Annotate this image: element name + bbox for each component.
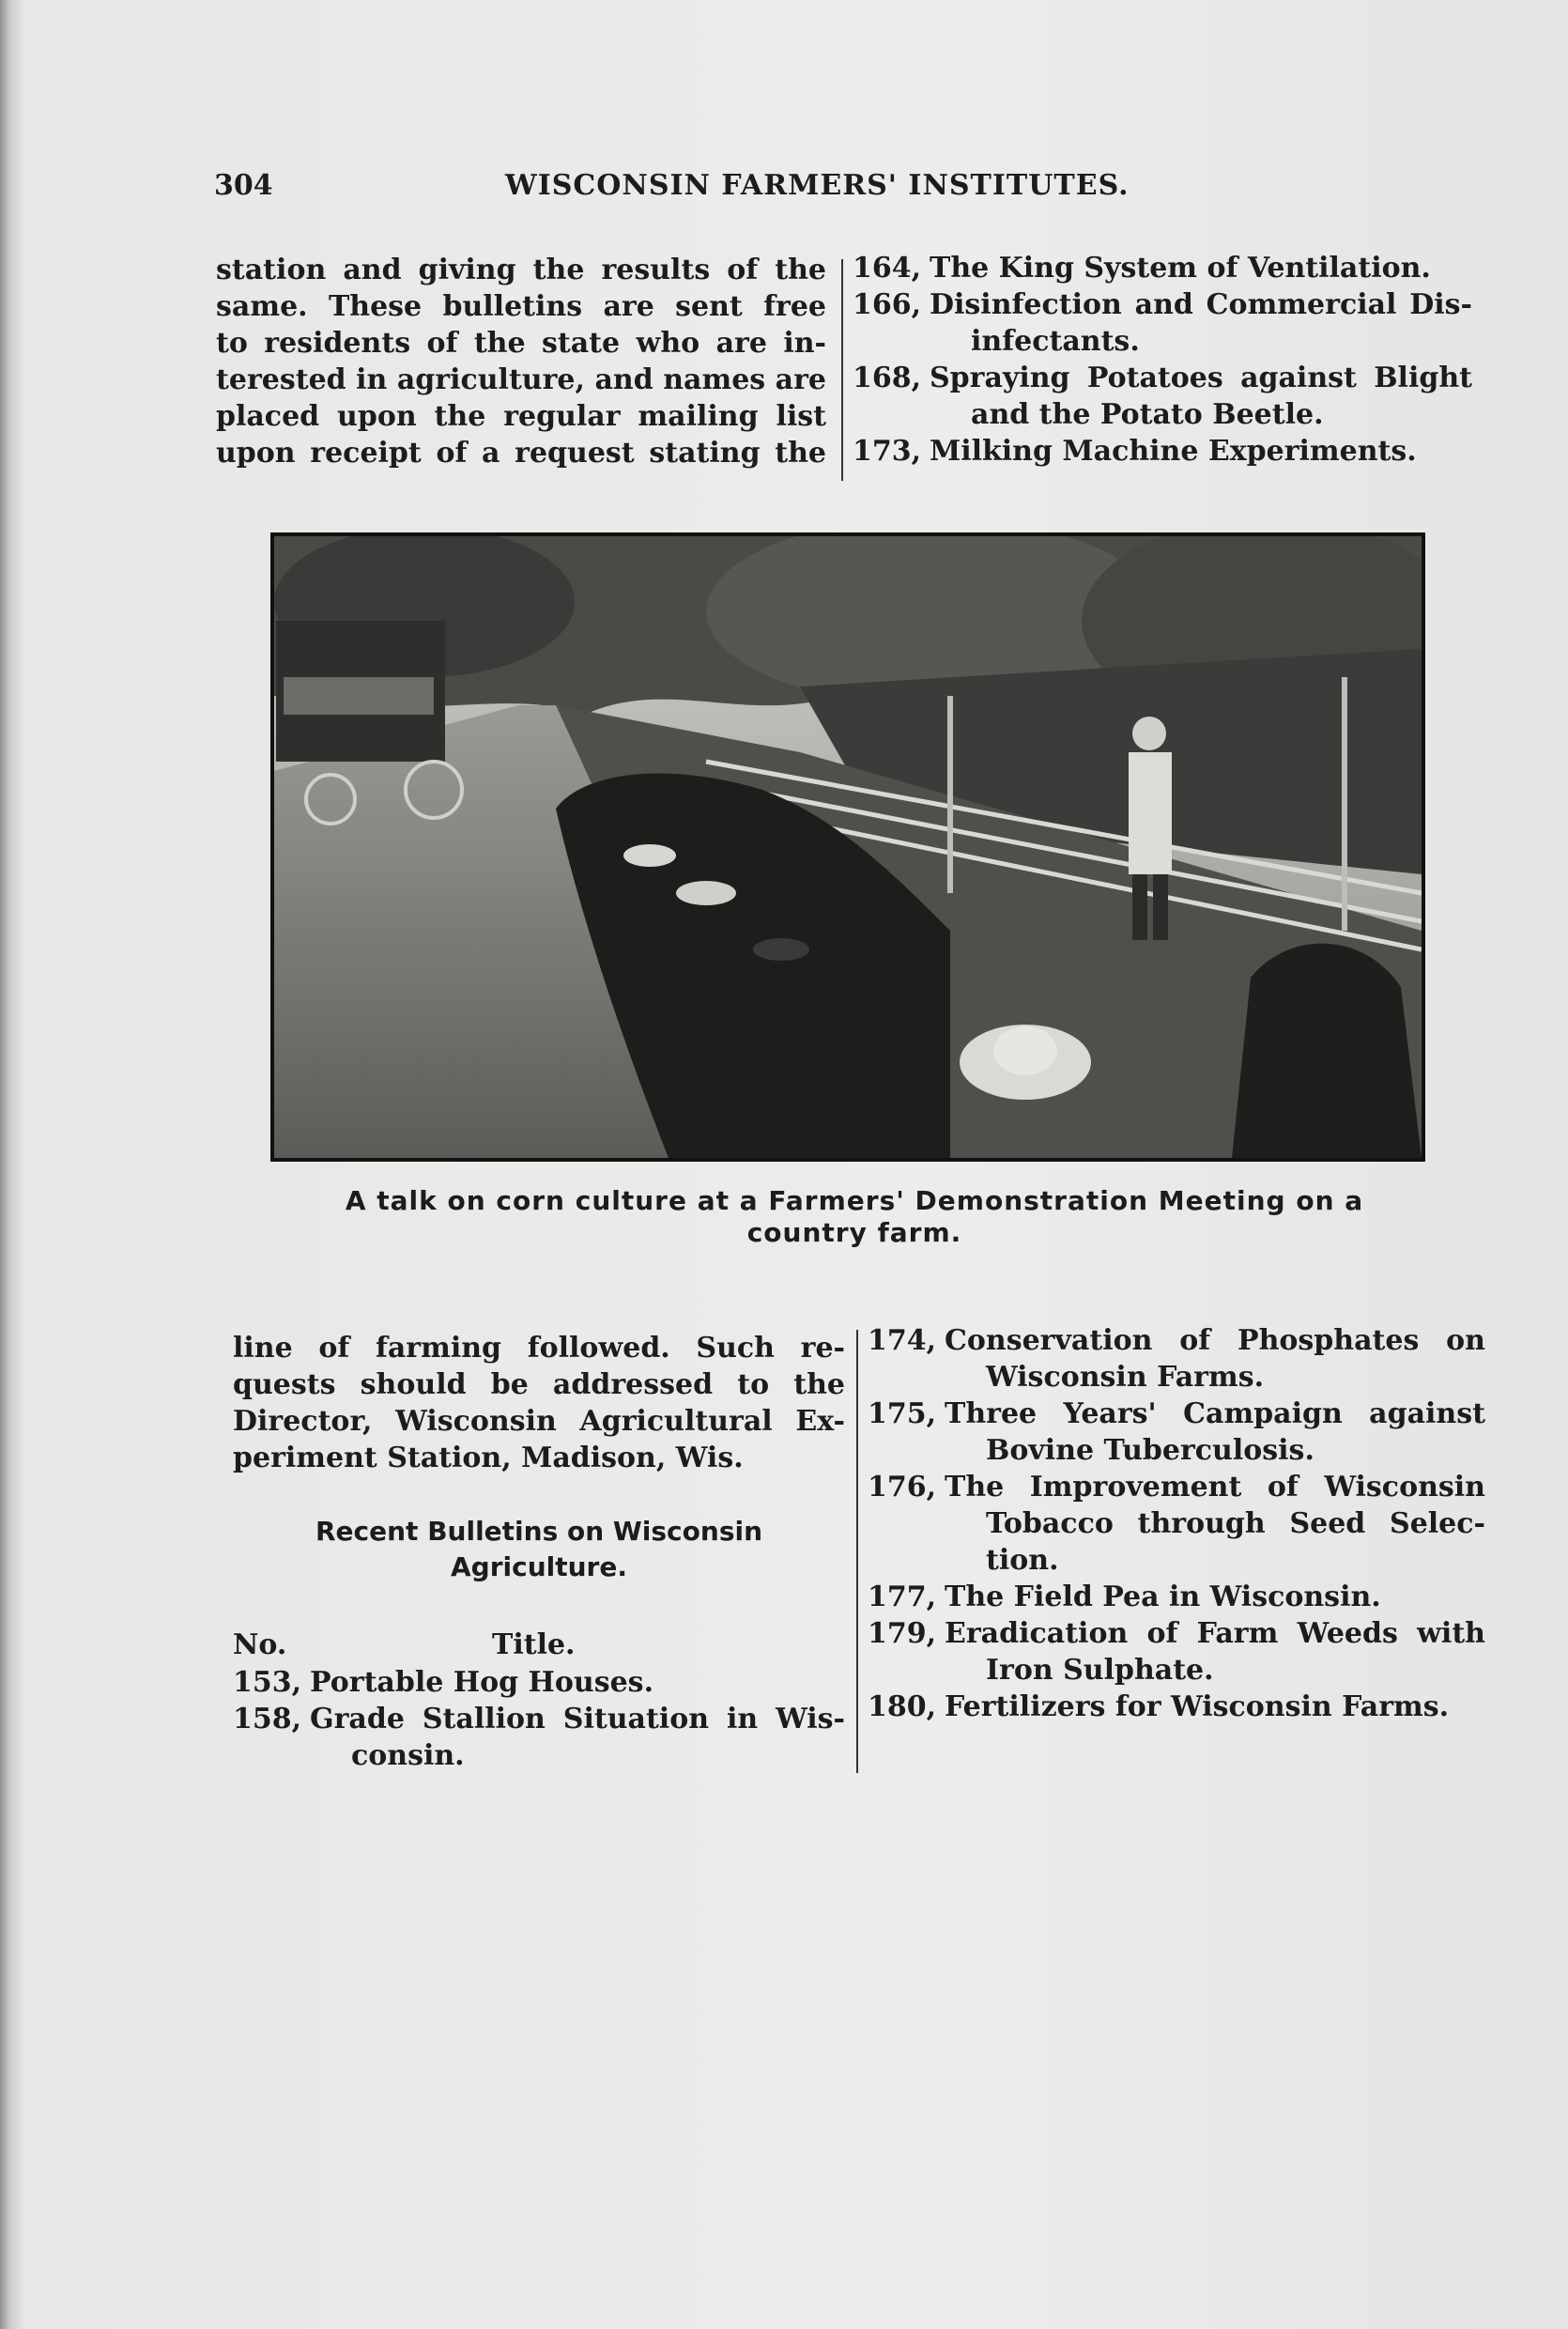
title-column-header: Title. [492, 1628, 576, 1661]
bulletin-number: 174, [868, 1324, 937, 1357]
top-left-column [216, 252, 826, 471]
bulletin-entry [868, 1615, 1485, 1689]
text-line: upon receipt of a request stating the [216, 437, 826, 470]
bulletin-number: 177, [868, 1581, 937, 1613]
bulletin-title-continued: Bovine Tuberculosis. [986, 1434, 1314, 1467]
section-heading [233, 1514, 845, 1585]
photo-caption [282, 1185, 1427, 1249]
bulletin-title-continued: consin. [351, 1739, 465, 1772]
bulletin-title: The Improvement of Wisconsin [945, 1471, 1485, 1504]
text-line: quests should be addressed to the [233, 1368, 845, 1401]
bulletin-entry [853, 286, 1472, 360]
running-title: WISCONSIN FARMERS' INSTITUTES. [505, 169, 1130, 202]
halftone-photograph [270, 532, 1425, 1162]
column-divider [856, 1330, 858, 1773]
bottom-left-column [233, 1330, 845, 1476]
bulletin-number: 166, [853, 288, 922, 321]
text-line: periment Station, Madison, Wis. [233, 1442, 744, 1474]
top-right-bulletin-list [853, 250, 1472, 470]
bulletin-title: Spraying Potatoes against Blight [930, 362, 1472, 394]
bulletin-title: Disinfection and Commercial Dis- [930, 288, 1472, 321]
bulletin-entry [868, 1469, 1485, 1579]
bulletin-title: Fertilizers for Wisconsin Farms. [945, 1690, 1450, 1723]
text-line: placed upon the regular mailing list [216, 400, 826, 433]
bulletin-title: Grade Stallion Situation in Wis- [310, 1703, 845, 1735]
page-number: 304 [214, 169, 273, 202]
bulletin-title-continued: Iron Sulphate. [986, 1654, 1214, 1687]
bulletin-number: 164, [853, 252, 922, 285]
bulletin-entry [853, 433, 1472, 470]
bulletin-title-continued: infectants. [971, 325, 1140, 358]
section-heading-line: Agriculture. [450, 1551, 627, 1582]
bulletin-title: Eradication of Farm Weeds with [945, 1617, 1485, 1650]
bulletin-title-continued: Tobacco through Seed Selec- [986, 1507, 1485, 1540]
bulletin-number: 180, [868, 1690, 937, 1723]
page-header [214, 169, 1219, 216]
caption-line: country farm. [746, 1217, 962, 1248]
text-line: line of farming followed. Such re- [233, 1332, 845, 1365]
section-heading-line: Recent Bulletins on Wisconsin [315, 1516, 763, 1547]
text-line: same. These bulletins are sent free [216, 290, 826, 323]
number-column-header: No. [233, 1628, 287, 1661]
bulletin-entry [233, 1664, 845, 1701]
bulletin-entry [233, 1701, 845, 1774]
bulletin-number: 173, [853, 435, 922, 468]
bulletin-number: 168, [853, 362, 922, 394]
bulletin-entry [853, 360, 1472, 433]
bulletin-entry [868, 1689, 1485, 1725]
text-line: terested in agriculture, and names are [216, 363, 826, 396]
bulletin-number: 158, [233, 1703, 302, 1735]
bulletin-entry [853, 250, 1472, 286]
bulletin-title: Milking Machine Experiments. [930, 435, 1417, 468]
bulletin-number: 176, [868, 1471, 937, 1504]
bulletin-title: The King System of Ventilation. [930, 252, 1431, 285]
caption-line: A talk on corn culture at a Farmers' Demonstration Meeting on a [345, 1185, 1364, 1216]
bottom-right-bulletin-list [868, 1322, 1485, 1725]
bulletin-title-continued: and the Potato Beetle. [971, 398, 1324, 431]
bulletin-number: 175, [868, 1397, 937, 1430]
bulletin-number: 153, [233, 1666, 302, 1699]
photograph-illustration [274, 536, 1422, 1158]
text-line: Director, Wisconsin Agricultural Ex- [233, 1405, 845, 1438]
bottom-left-bulletin-list [233, 1664, 845, 1774]
bulletin-entry [868, 1396, 1485, 1469]
text-line: to residents of the state who are in- [216, 327, 826, 360]
text-line: station and giving the results of the [216, 254, 826, 286]
bulletin-entry [868, 1579, 1485, 1615]
bulletin-title-continued: Wisconsin Farms. [986, 1361, 1265, 1394]
column-divider [841, 259, 843, 481]
bulletin-title: The Field Pea in Wisconsin. [945, 1581, 1381, 1613]
bulletin-title: Conservation of Phosphates on [945, 1324, 1485, 1357]
bulletin-title-continued: tion. [986, 1544, 1059, 1577]
bulletin-title: Three Years' Campaign against [945, 1397, 1485, 1430]
bulletin-entry [868, 1322, 1485, 1396]
bulletin-title: Portable Hog Houses. [310, 1666, 654, 1699]
bulletin-number: 179, [868, 1617, 937, 1650]
